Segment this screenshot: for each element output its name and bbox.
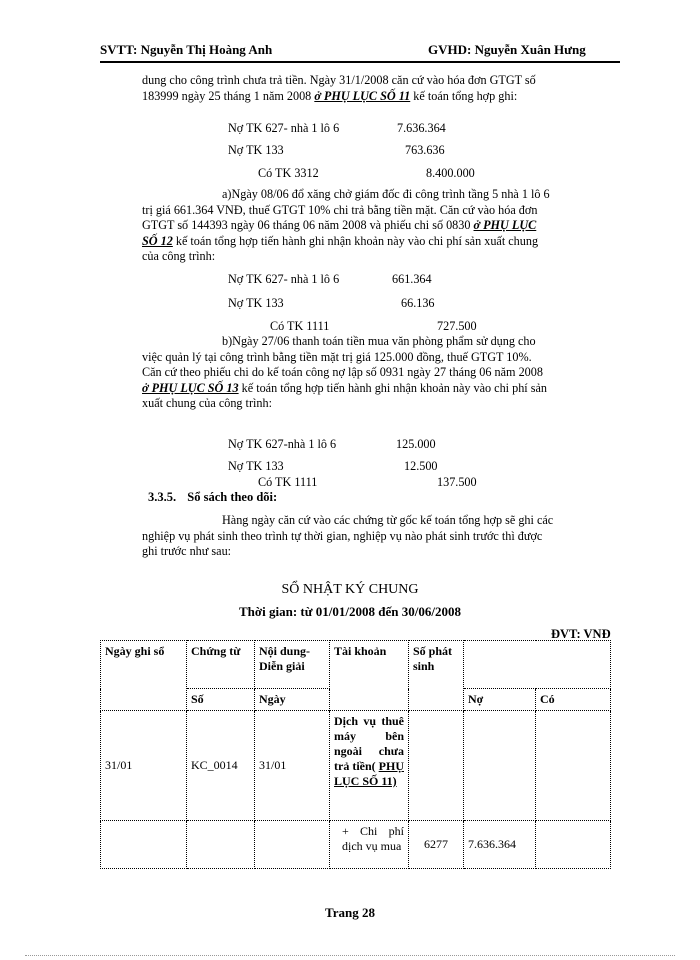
header-advisor: GVHD: Nguyễn Xuân Hưng — [428, 42, 586, 57]
row2-description: + Chi phí dịch vụ mua — [330, 821, 409, 869]
header-student: SVTT: Nguyễn Thị Hoàng Anh — [100, 42, 273, 57]
para2-line2: trị giá 661.364 VNĐ, thuế GTGT 10% chi trả bằng tiền mặt. Căn cứ vào hóa đơn — [142, 202, 538, 217]
col-date-header: Ngày ghi sổ — [101, 641, 187, 711]
para1-text-a: 183999 ngày 25 tháng 1 năm 2008 — [142, 88, 315, 103]
col-voucher-header: Chứng từ — [187, 641, 255, 689]
appendix-11-table-link[interactable]: PHỤ LỤC SỐ 11) — [334, 759, 404, 788]
appendix-12-link-a[interactable]: ở PHỤ LỤC — [473, 218, 537, 232]
col-debit-header: Nợ — [464, 689, 536, 711]
paragraph-intro — [142, 73, 614, 104]
header-row-1 — [101, 641, 611, 689]
para1-text-b: kế toán tổng hợp ghi: — [410, 88, 518, 103]
entry1-debit1-account: Nợ TK 627- nhà 1 lô 6 — [228, 121, 340, 135]
para3-line4 — [142, 381, 614, 397]
row1-account — [409, 711, 464, 821]
row1-debit — [464, 711, 536, 821]
entry3-debit2-amount: 12.500 — [404, 459, 438, 473]
para3-line5: xuất chung của công trình: — [142, 396, 272, 410]
para2-text-b: kế toán tổng hợp tiến hành ghi nhận khoản này vào chi phí sản xuất chung — [172, 233, 539, 248]
entry3-debit2-account: Nợ TK 133 — [228, 459, 284, 473]
row1-description — [330, 711, 409, 821]
footer-divider — [25, 955, 675, 956]
entry2-debit2-amount: 66.136 — [401, 296, 435, 310]
entry2-debit1-account: Nợ TK 627- nhà 1 lô 6 — [228, 272, 340, 286]
section-heading — [148, 490, 277, 505]
row2-date — [101, 821, 187, 869]
entry1-credit-amount: 8.400.000 — [426, 166, 475, 180]
journal-unit: ĐVT: VNĐ — [551, 627, 611, 641]
col-voucher-date-header: Ngày — [255, 689, 330, 711]
entry1-credit-account: Có TK 3312 — [258, 166, 319, 180]
para4-line2: nghiệp vụ phát sinh theo trình tự thời gian, nghiệp vụ nào phát sinh trước thì được — [142, 528, 543, 543]
para3-line2: việc quản lý tại công trình bằng tiền mặt trị giá 125.000 đồng, thuế GTGT 10%. — [142, 349, 532, 364]
para4-line3: ghi trước như sau: — [142, 544, 232, 558]
col-amount-header: Số phát sinh — [409, 641, 464, 711]
appendix-13-link[interactable]: ở PHỤ LỤC SỐ 13 — [142, 380, 239, 395]
para2-line4 — [142, 234, 614, 250]
para2-line5: của công trình: — [142, 249, 216, 263]
entry3-debit1-account: Nợ TK 627-nhà 1 lô 6 — [228, 437, 337, 451]
para2-text-a: GTGT số 144393 ngày 06 tháng 06 năm 2008 và phiếu chi số 0830 — [142, 218, 474, 232]
journal-period: Thời gian: từ 01/01/2008 đến 30/06/2008 — [239, 604, 461, 619]
row1-voucher-date: 31/01 — [255, 711, 330, 821]
entry1-debit2-amount: 763.636 — [405, 143, 445, 157]
col-voucher-no-header: Số — [187, 689, 255, 711]
para2-line1: a)Ngày 08/06 đổ xăng chở giám đốc đi công trình tầng 5 nhà 1 lô 6 — [222, 187, 550, 201]
entry1-debit2-account: Nợ TK 133 — [228, 143, 284, 157]
row2-account: 6277 — [409, 821, 464, 869]
para1-line1: dung cho công trình chưa trả tiền. Ngày 31/1/2008 căn cứ vào hóa đơn GTGT số — [142, 73, 536, 87]
section-title: Sổ sách theo dõi: — [187, 490, 278, 504]
row2-debit: 7.636.364 — [464, 821, 536, 869]
page-number: Trang 28 — [325, 905, 375, 920]
section-number: 3.3.5. — [148, 490, 177, 504]
paragraph-b — [142, 334, 614, 412]
entry2-credit-amount: 727.500 — [437, 319, 477, 333]
row2-voucher-no — [187, 821, 255, 869]
appendix-12-link-b[interactable]: SỐ 12 — [142, 233, 173, 248]
entry2-debit1-amount: 661.364 — [392, 272, 432, 286]
journal-title: SỔ NHẬT KÝ CHUNG — [281, 582, 419, 597]
journal-table — [100, 640, 611, 869]
entry3-debit1-amount: 125.000 — [396, 437, 436, 451]
row2-voucher-date — [255, 821, 330, 869]
row1-description-text: Dịch vụ thuê máy bên ngoài chưa trả tiền( — [334, 714, 404, 773]
col-account-header: Tài khoản — [330, 641, 409, 711]
row1-date: 31/01 — [101, 711, 187, 821]
table-row — [101, 711, 611, 821]
entry3-credit-amount: 137.500 — [437, 475, 477, 489]
entry2-credit-account: Có TK 1111 — [270, 319, 330, 333]
para1-line2 — [142, 89, 614, 105]
col-description-header: Nội dung- Diễn giải — [255, 641, 330, 689]
para3-line3: Căn cứ theo phiếu chi do kế toán công nợ lập số 0931 ngày 27 tháng 06 năm 2008 — [142, 365, 543, 379]
para2-line3 — [142, 218, 614, 234]
header-spacer — [464, 641, 611, 689]
para3-text-b: kế toán tổng hợp tiến hành ghi nhận khoản này vào chi phí sản — [238, 380, 547, 395]
row1-voucher-no: KC_0014 — [187, 711, 255, 821]
para4-line1: Hàng ngày căn cứ vào các chứng từ gốc kế toán tổng hợp sẽ ghi các — [222, 513, 554, 527]
table-row — [101, 821, 611, 869]
appendix-11-link[interactable]: ở PHỤ LỤC SỐ 11 — [314, 88, 411, 103]
row1-credit — [536, 711, 611, 821]
entry3-credit-account: Có TK 1111 — [258, 475, 318, 489]
header-divider — [100, 61, 620, 63]
col-credit-header: Có — [536, 689, 611, 711]
para3-line1: b)Ngày 27/06 thanh toán tiền mua văn phòng phẩm sử dụng cho — [222, 334, 536, 348]
row2-credit — [536, 821, 611, 869]
paragraph-journal-intro — [142, 513, 614, 560]
entry2-debit2-account: Nợ TK 133 — [228, 296, 284, 310]
paragraph-a — [142, 187, 614, 265]
entry1-debit1-amount: 7.636.364 — [397, 121, 446, 135]
